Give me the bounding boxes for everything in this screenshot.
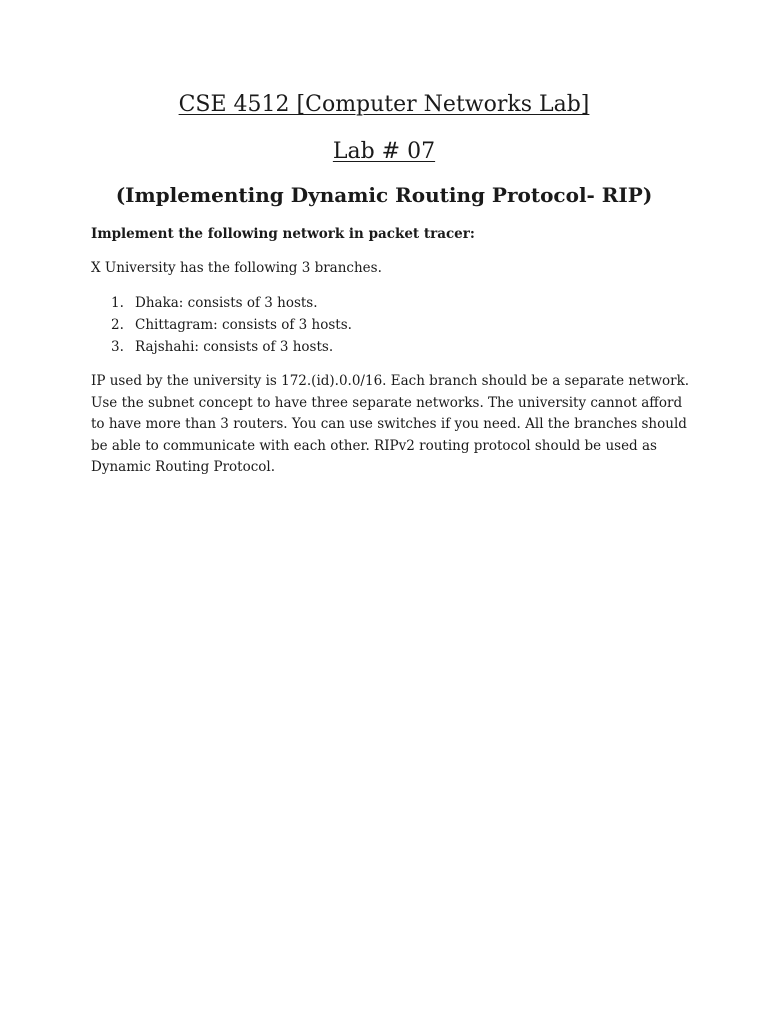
list-item [91,315,352,337]
list-item [91,337,352,359]
list-item-number: 2. [111,317,124,333]
instruction-heading: Implement the following network in packet tracer: [91,226,475,242]
list-item [91,293,352,315]
lab-number: Lab # 07 [332,139,436,164]
intro-text: X University has the following 3 branches. [91,260,382,276]
description-paragraph: IP used by the university is 172.(id).0.0/16. Each branch should be a separate network. Use the subnet concept to have three separate networks. The university cannot afford to have more than 3 routers. You can use switches if you need. All the branches should be able to communicate with each other. RIPv2 routing protocol should be used as Dynamic Routing Protocol. [91,373,690,475]
lab-subtitle: (Implementing Dynamic Routing Protocol- RIP) [115,183,653,207]
list-item-number: 3. [111,339,124,355]
list-item-text: Rajshahi: consists of 3 hosts. [135,339,334,355]
course-title: CSE 4512 [Computer Networks Lab] [178,92,590,117]
list-item-text: Dhaka: consists of 3 hosts. [135,295,318,311]
list-item-number: 1. [111,295,124,311]
list-item-text: Chittagram: consists of 3 hosts. [135,317,352,333]
branch-list [91,293,352,359]
